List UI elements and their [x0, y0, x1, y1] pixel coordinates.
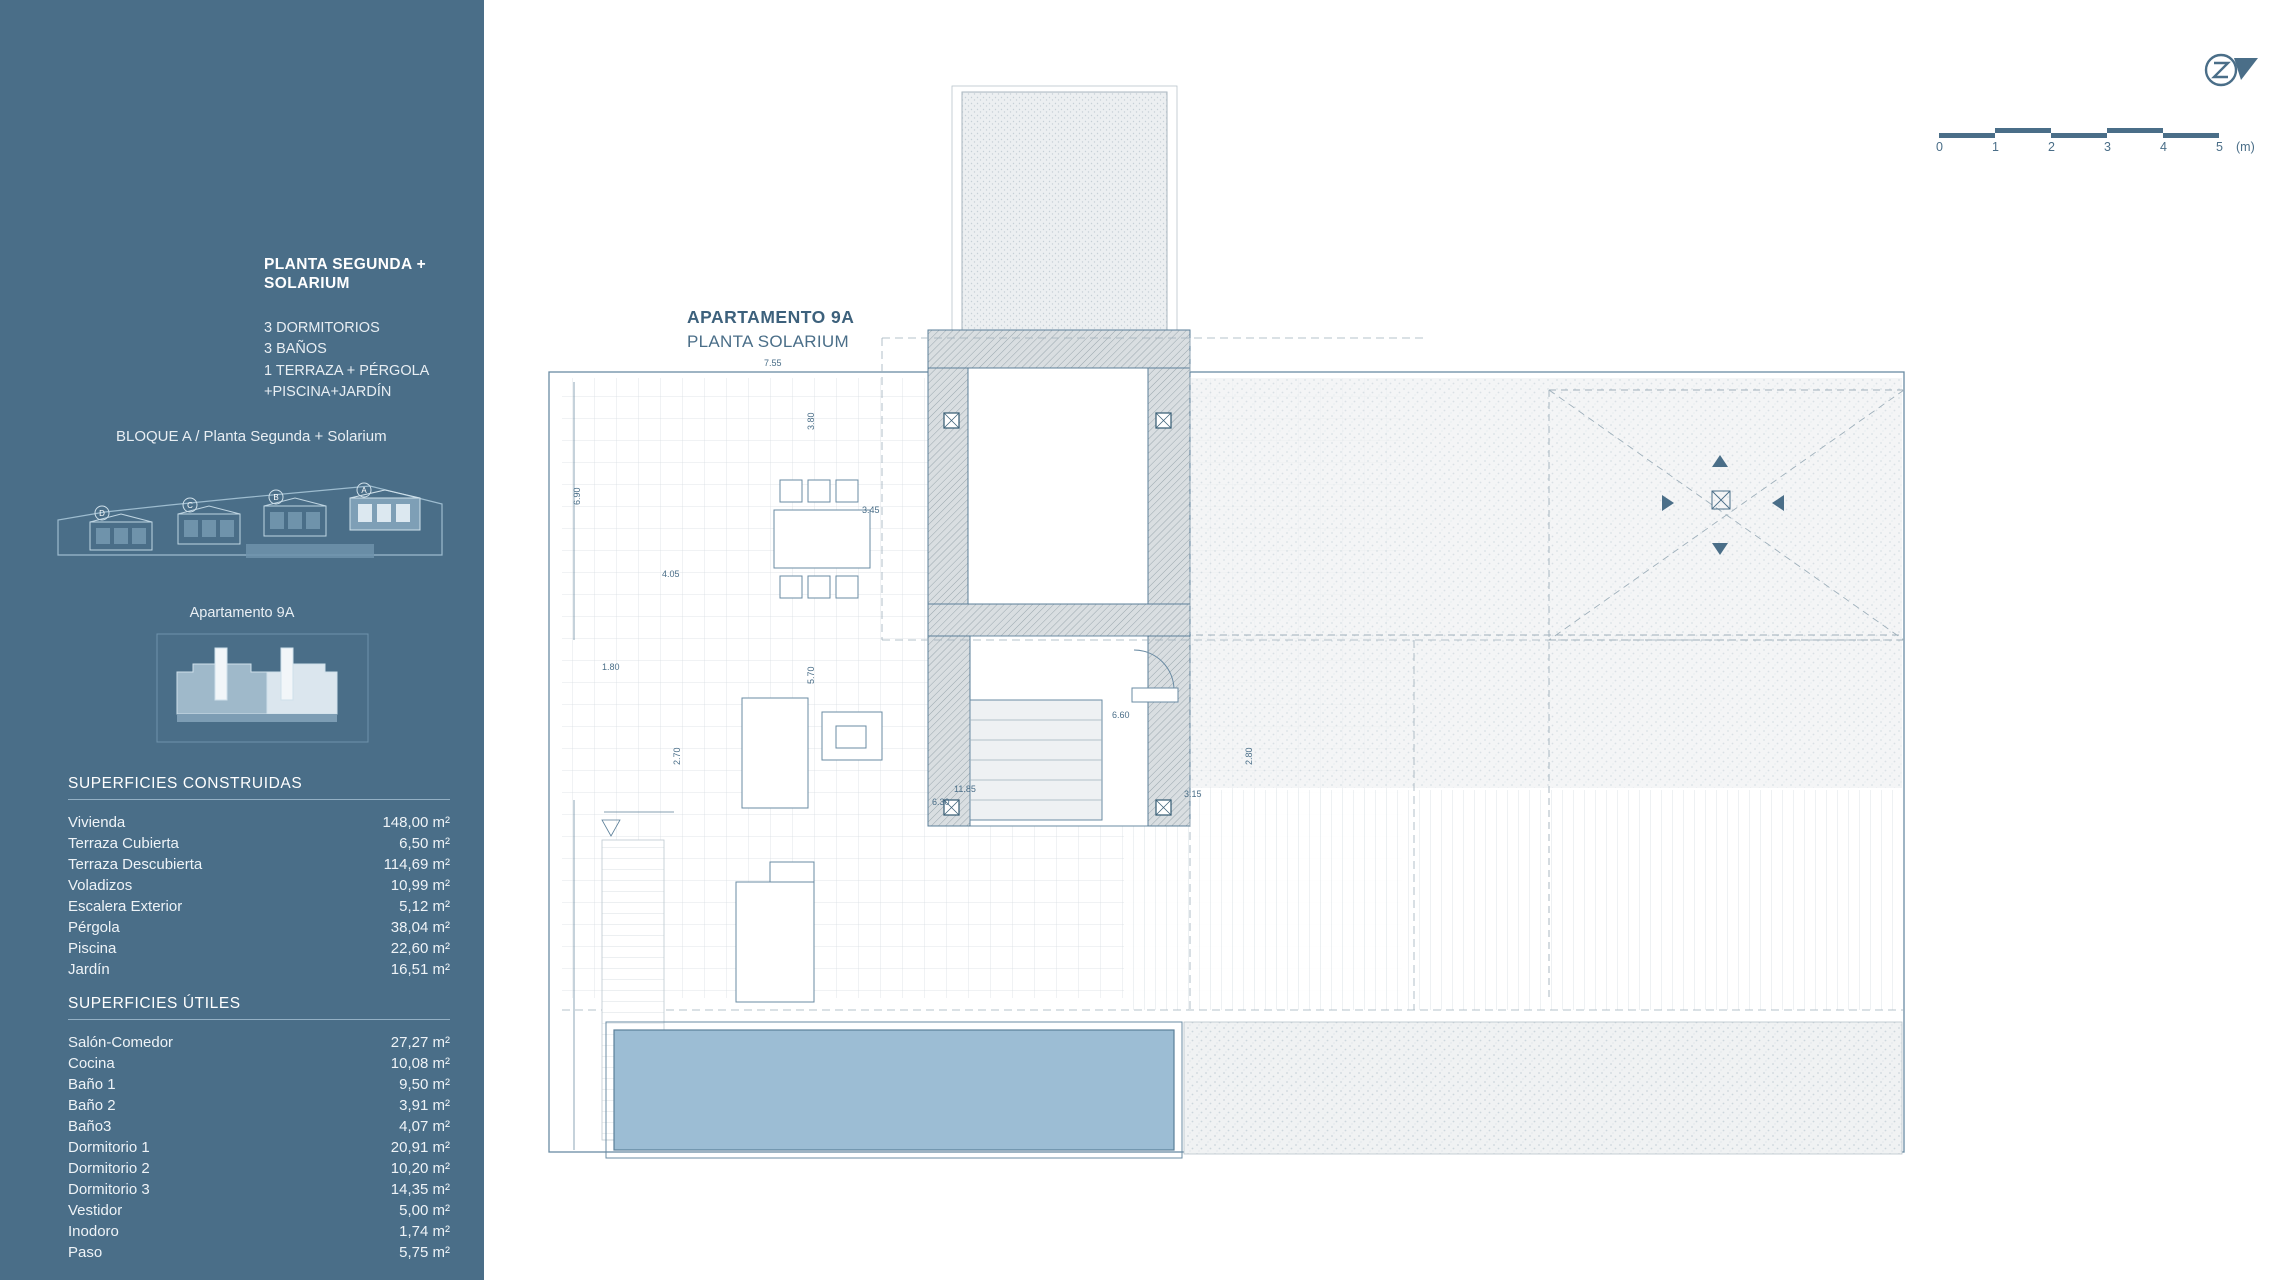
table-row [68, 1053, 450, 1074]
table-row [68, 1221, 450, 1242]
table-row [68, 812, 450, 833]
scale-tick-2: 2 [2048, 140, 2055, 154]
scale-tick-3: 3 [2104, 140, 2111, 154]
row-value: 148,00 m² [382, 814, 450, 831]
apartment-specs [264, 318, 474, 403]
table-row [68, 1137, 450, 1158]
row-label: Paso [68, 1244, 103, 1261]
row-label: Baño3 [68, 1118, 112, 1135]
compass-logo-icon [2201, 50, 2271, 90]
row-label: Terraza Descubierta [68, 856, 203, 873]
block-marker-b: B [273, 493, 279, 502]
table-row [68, 896, 450, 917]
table-row [68, 833, 450, 854]
scale-tick-0: 0 [1936, 140, 1943, 154]
dim-6-60: 6.60 [1112, 710, 1130, 720]
block-marker-a: A [361, 486, 367, 495]
table-row [68, 1032, 450, 1053]
scale-tick-4: 4 [2160, 140, 2167, 154]
row-label: Dormitorio 2 [68, 1160, 150, 1177]
row-label: Voladizos [68, 877, 133, 894]
dim-2-70: 2.70 [672, 747, 682, 765]
scale-tick-5: 5 [2216, 140, 2223, 154]
row-label: Inodoro [68, 1223, 119, 1240]
block-overview-diagram [50, 460, 450, 580]
row-label: Vestidor [68, 1202, 123, 1219]
row-value: 3,91 m² [399, 1097, 450, 1114]
table-row [68, 1200, 450, 1221]
row-value: 10,20 m² [390, 1160, 450, 1177]
table-superficies-utiles [68, 1032, 450, 1263]
dim-11-85: 11.85 [954, 784, 976, 794]
dim-1-80: 1.80 [602, 662, 620, 672]
row-value: 114,69 m² [383, 856, 450, 873]
table-row [68, 917, 450, 938]
row-value: 5,12 m² [399, 898, 450, 915]
apartment-key-label: Apartamento 9A [189, 605, 295, 621]
row-label: Pérgola [68, 919, 120, 936]
row-value: 6,50 m² [399, 835, 450, 852]
dim-5-70: 5.70 [806, 666, 816, 684]
dim-6-90: 6.90 [572, 487, 582, 505]
row-label: Baño 1 [68, 1076, 116, 1093]
block-marker-c: C [187, 501, 193, 510]
dim-3-45: 3.45 [862, 505, 880, 515]
row-value: 9,50 m² [399, 1076, 450, 1093]
apartment-heading: APARTAMENTO 9A [687, 307, 855, 327]
row-value: 22,60 m² [390, 940, 450, 957]
dim-6-30: 6.30 [932, 797, 950, 807]
dim-4-05: 4.05 [662, 569, 680, 579]
table-row [68, 1074, 450, 1095]
scale-unit: (m) [2236, 140, 2255, 154]
dim-3-80: 3.80 [806, 412, 816, 430]
row-value: 16,51 m² [390, 961, 450, 978]
floorplan-panel [484, 0, 2255, 1280]
row-label: Baño 2 [68, 1097, 116, 1114]
block-marker-d: D [99, 509, 105, 518]
spec-line: +PISCINA+JARDÍN [264, 383, 392, 400]
spec-line: 1 TERRAZA + PÉRGOLA [264, 362, 430, 379]
row-value: 5,75 m² [399, 1244, 450, 1261]
dim-7-55: 7.55 [764, 358, 782, 368]
row-label: Cocina [68, 1055, 115, 1072]
dim-3-15: 3.15 [1184, 789, 1202, 799]
row-value: 27,27 m² [390, 1034, 450, 1051]
row-label: Jardín [68, 961, 110, 978]
row-value: 1,74 m² [399, 1223, 450, 1240]
row-label: Piscina [68, 940, 117, 957]
apartment-subheading: PLANTA SOLARIUM [687, 332, 849, 351]
table-row [68, 959, 450, 980]
table-row [68, 1116, 450, 1137]
apartment-key-diagram [155, 628, 370, 748]
row-value: 38,04 m² [390, 919, 450, 936]
row-value: 20,91 m² [390, 1139, 450, 1156]
table-row [68, 854, 450, 875]
row-value: 10,08 m² [390, 1055, 450, 1072]
page-title: PLANTA SEGUNDA + SOLARIUM [264, 256, 427, 293]
table-row [68, 1095, 450, 1116]
table-row [68, 875, 450, 896]
row-label: Vivienda [68, 814, 126, 831]
table-superficies-construidas [68, 812, 450, 980]
table-row [68, 1242, 450, 1263]
row-label: Escalera Exterior [68, 898, 183, 915]
row-value: 10,99 m² [390, 877, 450, 894]
block-label: BLOQUE A / Planta Segunda + Solarium [116, 428, 387, 445]
row-label: Terraza Cubierta [68, 835, 179, 852]
solarium-floorplan-drawing [484, 0, 1920, 1280]
scale-tick-1: 1 [1992, 140, 1999, 154]
table-row [68, 1158, 450, 1179]
row-value: 14,35 m² [390, 1181, 450, 1198]
table-row [68, 1179, 450, 1200]
section-heading-utiles: SUPERFICIES ÚTILES [68, 995, 450, 1020]
section-heading-construidas: SUPERFICIES CONSTRUIDAS [68, 775, 450, 800]
table-row [68, 938, 450, 959]
sidebar [0, 0, 484, 1280]
spec-line: 3 BAÑOS [264, 341, 327, 358]
row-label: Salón-Comedor [68, 1034, 174, 1051]
row-value: 5,00 m² [399, 1202, 450, 1219]
row-label: Dormitorio 1 [68, 1139, 150, 1156]
spec-line: 3 DORMITORIOS [264, 320, 380, 336]
row-label: Dormitorio 3 [68, 1181, 150, 1198]
dim-2-80: 2.80 [1244, 747, 1254, 765]
row-value: 4,07 m² [399, 1118, 450, 1135]
